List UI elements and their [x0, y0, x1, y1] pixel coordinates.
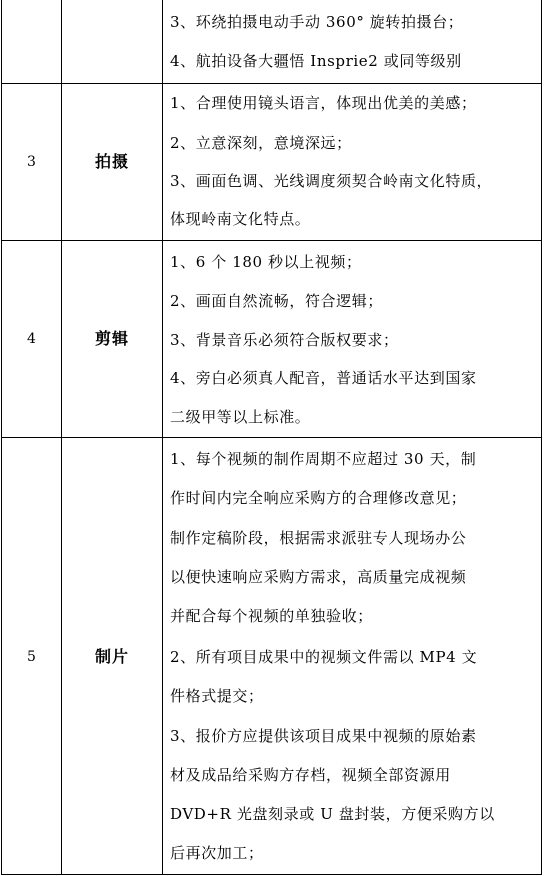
column-divider [61, 0, 62, 875]
row-divider [1, 437, 542, 438]
row-3-line-6: 件格式提交； [170, 687, 264, 705]
row-3-line-9: DVD+R 光盘刻录或 U 盘封装，方便采购方以 [170, 805, 495, 823]
row-1-line-1: 2、立意深刻，意境深远； [170, 134, 352, 152]
row-1-line-3: 体现岭南文化特点。 [170, 210, 311, 228]
column-divider [162, 0, 163, 875]
row-0-line-0: 3、环绕拍摄电动手动 360° 旋转拍摄台； [170, 13, 464, 31]
row-3-line-3: 以便快速响应采购方需求，高质量完成视频 [170, 568, 467, 586]
row-2-number: 4 [27, 331, 36, 347]
row-divider [1, 83, 542, 84]
row-2-stage: 剪辑 [94, 329, 129, 348]
table-right-border [541, 0, 542, 875]
row-2-line-1: 2、画面自然流畅，符合逻辑； [170, 292, 383, 310]
row-3-line-5: 2、所有项目成果中的视频文件需以 MP4 文 [170, 648, 478, 666]
table-left-border [1, 0, 2, 875]
row-3-line-0: 1、每个视频的制作周期不应超过 30 天，制 [170, 450, 477, 468]
row-3-stage: 制片 [94, 647, 129, 666]
row-3-number: 5 [27, 649, 36, 665]
row-1-number: 3 [27, 154, 36, 170]
row-divider [1, 240, 542, 241]
row-2-line-3: 4、旁白必须真人配音，普通话水平达到国家 [170, 369, 477, 387]
table-bottom-border [1, 874, 542, 875]
row-3-line-2: 制作定稿阶段，根据需求派驻专人现场办公 [170, 529, 467, 547]
row-0-line-1: 4、航拍设备大疆悟 Insprie2 或同等级别 [170, 52, 462, 70]
row-1-line-2: 3、画面色调、光线调度须契合岭南文化特质， [170, 172, 493, 190]
row-3-line-7: 3、报价方应提供该项目成果中视频的原始素 [170, 727, 477, 745]
row-3-line-1: 作时间内完全响应采购方的合理修改意见； [170, 489, 467, 507]
row-2-line-0: 1、6 个 180 秒以上视频； [170, 253, 362, 271]
row-2-line-2: 3、背景音乐必须符合版权要求； [170, 331, 399, 349]
row-2-line-4: 二级甲等以上标准。 [170, 408, 311, 426]
row-3-line-10: 后再次加工； [170, 844, 264, 862]
row-1-stage: 拍摄 [94, 152, 129, 171]
row-1-line-0: 1、合理使用镜头语言，体现出优美的美感； [170, 94, 477, 112]
row-3-line-8: 材及成品给采购方存档，视频全部资源用 [170, 766, 451, 784]
row-3-line-4: 并配合每个视频的单独验收； [170, 607, 373, 625]
